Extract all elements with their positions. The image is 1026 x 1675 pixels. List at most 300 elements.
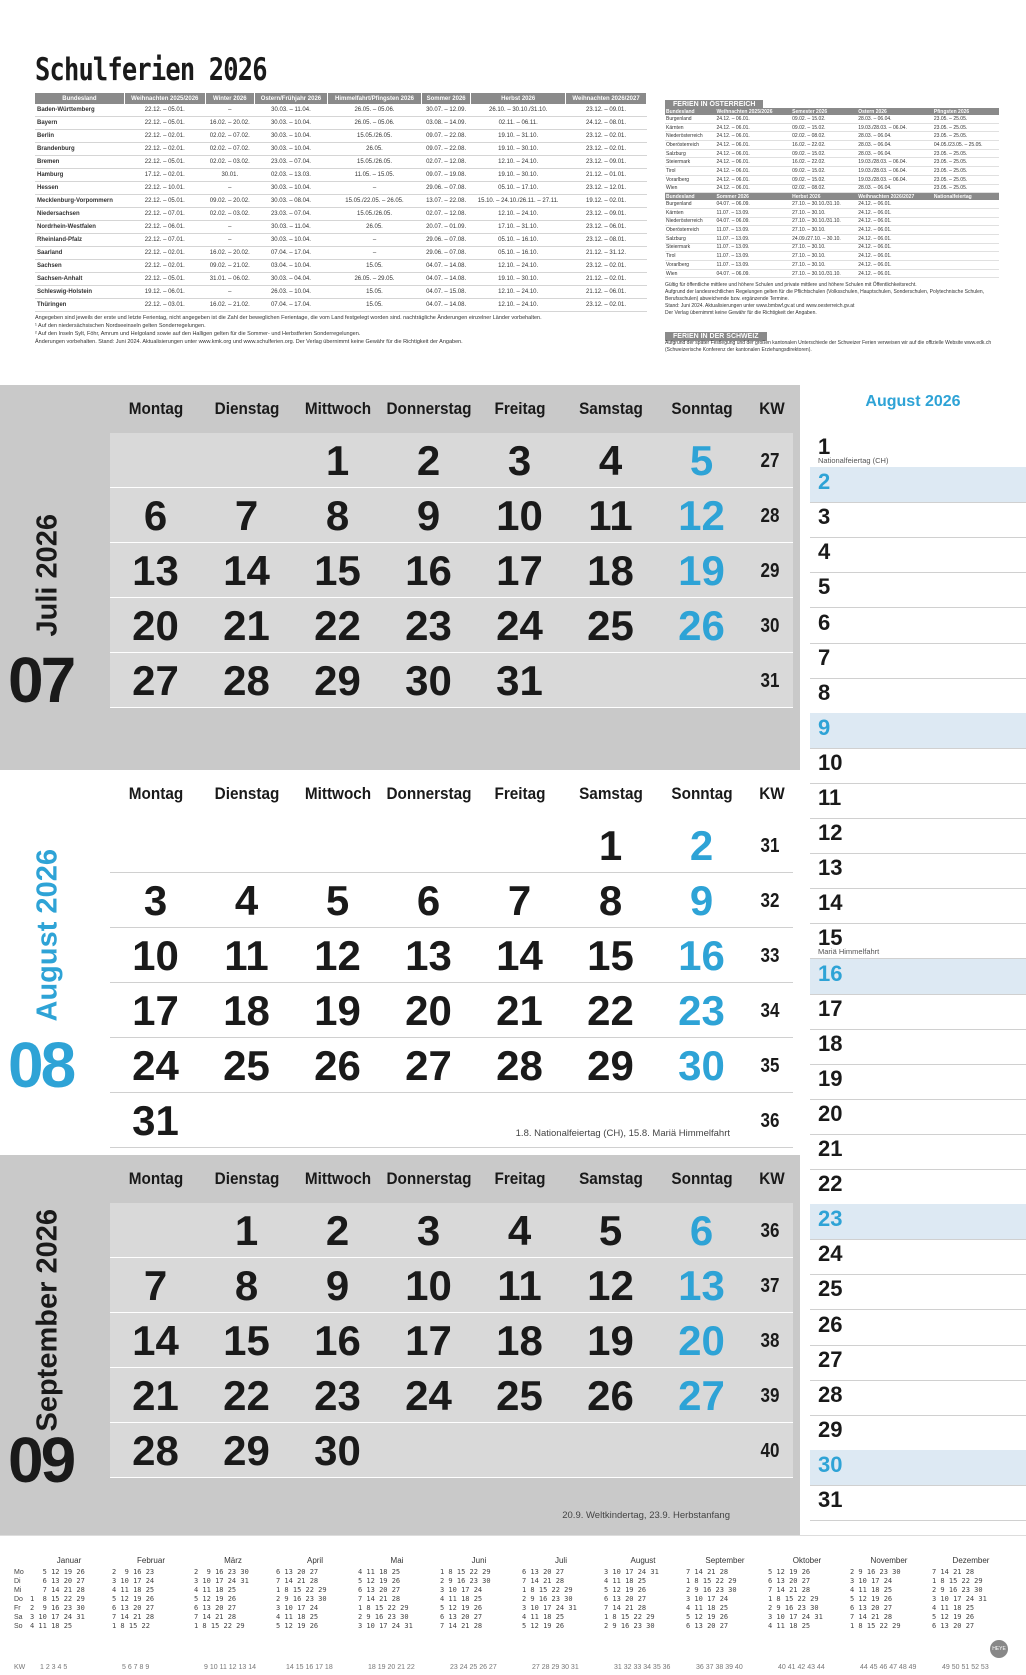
column-header: Herbst 2026: [791, 193, 857, 201]
year-month-kw: 36 37 38 39 40: [696, 1664, 743, 1671]
year-month: [932, 1556, 1010, 1631]
table-cell: Burgenland: [665, 115, 715, 123]
table-cell: 23.12. – 09.01.: [566, 156, 647, 169]
table-cell: –: [205, 221, 254, 234]
table-row: [35, 130, 647, 143]
weekday-abbr: Mo: [14, 1569, 24, 1576]
week-number: 32: [760, 890, 780, 912]
year-month-line: 1 8 15 22 29: [522, 1586, 573, 1594]
august-day-row: [810, 502, 1026, 538]
table-cell: –: [328, 234, 422, 247]
table-cell: 09.07. – 22.08.: [421, 130, 470, 143]
table-cell: [933, 226, 999, 235]
weekday-header: Freitag: [494, 399, 546, 418]
table-row: [35, 286, 647, 299]
day-number: 1: [325, 437, 350, 484]
table-header-row: [665, 193, 999, 201]
table-row: [35, 117, 647, 130]
week-number: 27: [760, 450, 780, 472]
table-cell: 30.03. – 04.04.: [254, 273, 327, 286]
kw-header: KW: [759, 784, 785, 803]
august-day-row: [810, 1415, 1026, 1451]
table-cell: 26.05. – 29.05.: [328, 273, 422, 286]
table-cell: Wien: [665, 184, 715, 193]
year-month-line: 2 9 16 23 30: [276, 1595, 327, 1603]
table-cell: 09.02. – 15.02.: [791, 175, 857, 184]
table-cell: 23.05. – 25.05.: [933, 167, 999, 176]
table-cell: 22.12. – 06.01.: [124, 221, 205, 234]
table-cell: –: [205, 182, 254, 195]
year-month-line: 1 8 15 22 29: [358, 1604, 409, 1612]
day-number: 26: [314, 1042, 361, 1089]
table-cell: 09.07. – 22.08.: [421, 143, 470, 156]
table-cell: 05.10. – 17.10.: [471, 182, 566, 195]
table-row: [665, 184, 999, 193]
august-day-number: 14: [818, 890, 843, 916]
august-list-title: August 2026: [865, 393, 961, 410]
table-row: [35, 221, 647, 234]
note-line: Änderungen vorbehalten. Stand: Juni 2024. Aktualisierungen unter www.kmk.org und www.schulferien.org. Der Verlag übernimmt keine Gewähr für die Richtigkeit der Angaben.: [35, 339, 463, 345]
year-month-name: September: [705, 1556, 745, 1565]
table-cell: 24.12. – 06.01.: [715, 158, 791, 167]
table-cell: –: [205, 104, 254, 117]
table-cell: [933, 252, 999, 261]
august-day-row: [810, 1169, 1026, 1205]
column-header: Winter 2026: [205, 93, 254, 104]
year-month-line: 7 14 21 28: [440, 1622, 483, 1630]
august-day-number: 26: [818, 1311, 843, 1337]
august-day-number: 4: [818, 539, 831, 565]
table-cell: 24.12. – 06.01.: [715, 115, 791, 123]
table-cell: 21.12. – 01.01.: [566, 169, 647, 182]
table-cell: 23.12. – 02.01.: [566, 299, 647, 312]
table-cell: 13.07. – 22.08.: [421, 195, 470, 208]
year-month-line: 2 9 16 23 30: [522, 1595, 573, 1603]
table-cell: 23.12. – 02.01.: [566, 143, 647, 156]
table-cell: Mecklenburg-Vorpommern: [35, 195, 124, 208]
august-day-number: 15: [818, 925, 843, 951]
week-row: [110, 1258, 793, 1313]
day-number: 5: [689, 437, 714, 484]
year-month-name: November: [870, 1556, 908, 1565]
year-month-line: 5 12 19 26: [358, 1577, 401, 1585]
august-day-number: 5: [818, 574, 831, 600]
table-cell: 24.12. – 06.01.: [715, 149, 791, 158]
table-cell: 23.12. – 02.01.: [566, 130, 647, 143]
month-number: 07: [8, 644, 74, 716]
year-month-line: 2 9 16 23 30: [850, 1568, 901, 1576]
year-month-kw: 31 32 33 34 35 36: [614, 1664, 671, 1671]
august-day-number: 23: [818, 1206, 843, 1232]
table-cell: 23.12. – 12.01.: [566, 182, 647, 195]
table-cell: Sachsen: [35, 260, 124, 273]
day-number: 18: [587, 547, 634, 594]
year-month-line: 7 14 21 28: [604, 1604, 647, 1612]
day-number: [110, 1203, 201, 1257]
year-month-line: 1 8 15 22 29: [686, 1577, 737, 1585]
table-cell: 24.12. – 06.01.: [857, 208, 933, 217]
table-cell: 04.07. – 15.08.: [421, 286, 470, 299]
table-cell: Baden-Württemberg: [35, 104, 124, 117]
table-cell: 24.12. – 06.01.: [715, 167, 791, 176]
table-cell: 05.10. – 16.10.: [471, 234, 566, 247]
day-number: 3: [143, 877, 168, 924]
day-number: 13: [678, 1262, 725, 1309]
column-header: Semester 2026: [791, 108, 857, 115]
note-line: ² Auf den Inseln Sylt, Föhr, Amrum und Helgoland sowie auf den Halligen gelten für die Sommer- und Herbstferien Sonderregelungen.: [35, 331, 361, 337]
weekday-header: Freitag: [494, 1169, 546, 1188]
week-row: [110, 1313, 793, 1368]
year-month-line: 5 12 19 26: [850, 1595, 893, 1603]
year-month-line: 5 12 19 26: [112, 1595, 155, 1603]
year-month-line: 3 10 17 24: [276, 1604, 319, 1612]
table-cell: Niederösterreich: [665, 217, 715, 226]
table-cell: 11.05. – 15.05.: [328, 169, 422, 182]
month-block-september: [0, 1155, 800, 1535]
switzerland-heading-label: FERIEN IN DER SCHWEIZ: [665, 332, 767, 341]
august-day-row: [810, 959, 1026, 995]
day-number: [292, 818, 383, 872]
august-day-row: [810, 783, 1026, 819]
year-month-kw: 44 45 46 47 48 49: [860, 1664, 917, 1671]
month-block-august: [0, 770, 800, 1155]
weekday-abbr: Fr: [14, 1605, 21, 1612]
weekday-header: Montag: [128, 399, 184, 418]
table-cell: 28.03. – 06.04.: [857, 132, 933, 141]
day-number: 16: [314, 1317, 361, 1364]
table-cell: 15.05./26.05.: [328, 156, 422, 169]
year-month-line: 6 13 20 27: [932, 1622, 975, 1630]
table-header-row: [35, 93, 647, 104]
table-cell: 27.10. – 30.10./31.10.: [791, 200, 857, 208]
table-cell: 23.03. – 07.04.: [254, 156, 327, 169]
day-number: 12: [314, 932, 361, 979]
note-line: Der Verlag übernimmt keine Gewähr für die Richtigkeit der Angaben.: [665, 310, 817, 316]
august-day-row: [810, 1380, 1026, 1416]
table-cell: 24.12. – 06.01.: [857, 243, 933, 252]
table-row: [35, 156, 647, 169]
switzerland-note: Aufgrund der später Festlegung und der großen kantonalen Unterschiede der Schweizer Ferien verweisen wir auf die offizielle Website www.edk.ch (Schweizerische Konferenz der kantonalen Erziehungsdirektoren).: [665, 340, 992, 353]
year-month: [358, 1556, 436, 1631]
weekday-header: Mittwoch: [304, 1169, 372, 1188]
month-name-label: September: [31, 1281, 64, 1432]
day-number: 9: [689, 877, 714, 924]
year-month-kw: 40 41 42 43 44: [778, 1664, 825, 1671]
year-month-line: 2 9 16 23 30: [768, 1604, 819, 1612]
year-kw-label: KW: [14, 1664, 26, 1671]
column-header: Nationalfeiertag: [933, 193, 999, 201]
table-cell: Vorarlberg: [665, 175, 715, 184]
year-month-line: 6 13 20 27: [112, 1604, 155, 1612]
weekday-header: Mittwoch: [304, 784, 372, 803]
table-cell: Bremen: [35, 156, 124, 169]
august-day-number: 9: [818, 714, 831, 740]
august-day-number: 28: [818, 1381, 843, 1407]
table-cell: –: [205, 234, 254, 247]
august-day-number: 25: [818, 1276, 843, 1302]
table-cell: 26.05.: [328, 143, 422, 156]
weekday-header: Donnerstag: [386, 1169, 472, 1188]
day-number: 17: [496, 547, 543, 594]
table-cell: 15.05./26.05.: [328, 208, 422, 221]
week-row: [110, 983, 793, 1038]
table-cell: Schleswig-Holstein: [35, 286, 124, 299]
day-number: 28: [132, 1427, 179, 1474]
day-number: 21: [132, 1372, 179, 1419]
table-cell: 02.07. – 12.08.: [421, 156, 470, 169]
table-cell: Vorarlberg: [665, 261, 715, 270]
table-cell: Kärnten: [665, 123, 715, 132]
year-month-line: 6 13 20 27: [686, 1622, 729, 1630]
table-cell: 23.03. – 07.04.: [254, 208, 327, 221]
table-cell: 22.12. – 02.01.: [124, 130, 205, 143]
table-cell: –: [328, 247, 422, 260]
table-row: [665, 141, 999, 150]
day-number: 20: [132, 602, 179, 649]
column-header: Sommer 2026: [715, 193, 791, 201]
table-cell: 09.02. – 15.02.: [791, 149, 857, 158]
table-cell: 02.03. – 13.03.: [254, 169, 327, 182]
year-month-kw: 5 6 7 8 9: [122, 1664, 150, 1671]
austria-notes: [665, 282, 999, 317]
day-number: 10: [405, 1262, 452, 1309]
year-month-kw: 14 15 16 17 18: [286, 1664, 333, 1671]
year-month: [440, 1556, 518, 1631]
table-cell: 15.05./22.05. – 26.05.: [328, 195, 422, 208]
august-day-number: 3: [818, 504, 831, 530]
day-number: 19: [587, 1317, 634, 1364]
day-number: [474, 818, 565, 872]
august-day-number: 29: [818, 1416, 843, 1442]
weekday-abbr: Sa: [14, 1614, 23, 1621]
day-number: [292, 1093, 383, 1147]
table-cell: 19.12. – 02.01.: [566, 195, 647, 208]
month-footnote: 1.8. Nationalfeiertag (CH), 15.8. Mariä Himmelfahrt: [515, 1128, 730, 1139]
august-day-number: 2: [818, 469, 831, 495]
day-number: 1: [234, 1207, 259, 1254]
day-number: 29: [587, 1042, 634, 1089]
weekday-abbr: So: [14, 1623, 23, 1630]
table-row: [665, 200, 999, 208]
table-row: [35, 182, 647, 195]
day-number: 23: [678, 987, 725, 1034]
day-number: [656, 1423, 747, 1477]
table-cell: 24.12. – 06.01.: [857, 252, 933, 261]
table-cell: 19.03./28.03. – 06.04.: [857, 167, 933, 176]
week-row: [110, 928, 793, 983]
table-cell: 30.03. – 11.04.: [254, 221, 327, 234]
week-number: 31: [760, 670, 780, 692]
day-number: 26: [678, 602, 725, 649]
day-number: [110, 818, 201, 872]
year-month: [768, 1556, 846, 1631]
year-month-line: 1 8 15 22 29: [850, 1622, 901, 1630]
week-row: [110, 543, 793, 598]
table-cell: Brandenburg: [35, 143, 124, 156]
day-number: 2: [325, 1207, 350, 1254]
weekday-abbr: Di: [14, 1578, 21, 1585]
table-cell: 09.02. – 15.02.: [791, 167, 857, 176]
table-cell: 28.03. – 06.04.: [857, 115, 933, 123]
table-cell: 15.05.: [328, 260, 422, 273]
august-day-row: [810, 467, 1026, 503]
table-cell: 16.02. – 20.02.: [205, 247, 254, 260]
column-header: Bundesland: [665, 193, 715, 201]
table-cell: 24.12. – 06.01.: [715, 141, 791, 150]
table-cell: 26.05. – 05.06.: [328, 104, 422, 117]
table-cell: 09.02. – 15.02.: [791, 115, 857, 123]
week-row: [110, 1093, 793, 1148]
year-overview: [0, 1535, 1026, 1675]
table-cell: 24.12. – 06.01.: [715, 175, 791, 184]
table-cell: 11.07. – 13.09.: [715, 226, 791, 235]
day-number: 18: [496, 1317, 543, 1364]
table-cell: 24.12. – 06.01.: [715, 132, 791, 141]
table-cell: 07.04. – 17.04.: [254, 299, 327, 312]
table-cell: 11.07. – 13.09.: [715, 252, 791, 261]
table-cell: 02.11. – 06.11.: [471, 117, 566, 130]
day-number: 27: [132, 657, 179, 704]
table-cell: 30.03. – 10.04.: [254, 117, 327, 130]
weekday-header: Dienstag: [214, 399, 280, 418]
day-number: 14: [223, 547, 270, 594]
table-cell: Tirol: [665, 167, 715, 176]
august-day-row: [810, 1450, 1026, 1486]
table-cell: 07.04. – 17.04.: [254, 247, 327, 260]
table-cell: 19.03./28.03. – 06.04.: [857, 175, 933, 184]
year-month-line: 5 12 19 26: [686, 1613, 729, 1621]
weekday-header: Montag: [128, 1169, 184, 1188]
table-cell: 22.12. – 05.01.: [124, 156, 205, 169]
table-row: [35, 169, 647, 182]
column-header: Sommer 2026: [421, 93, 470, 104]
august-day-number: 6: [818, 609, 831, 635]
year-month-line: 3 10 17 24 31: [768, 1613, 823, 1621]
august-day-number: 19: [818, 1065, 843, 1091]
year-month-line: 7 14 21 28: [850, 1613, 893, 1621]
table-row: [665, 243, 999, 252]
table-cell: 22.12. – 05.01.: [124, 117, 205, 130]
day-number: 25: [223, 1042, 270, 1089]
year-month-line: 5 12 19 26: [604, 1586, 647, 1594]
column-header: Pfingsten 2026: [933, 108, 999, 115]
weekday-header: Dienstag: [214, 784, 280, 803]
year-month-name: März: [224, 1556, 242, 1565]
table-cell: 04.07. – 06.09.: [715, 217, 791, 226]
table-cell: 21.12. – 02.01.: [566, 273, 647, 286]
day-number: 22: [314, 602, 361, 649]
day-number: 4: [234, 877, 259, 924]
day-number: 29: [314, 657, 361, 704]
month-block-juli: [0, 385, 800, 770]
year-month-line: 6 13 20 27: [604, 1595, 647, 1603]
august-day-number: 13: [818, 855, 843, 881]
table-cell: 22.12. – 02.01.: [124, 260, 205, 273]
august-day-row: [810, 1029, 1026, 1065]
august-day-number: 12: [818, 820, 843, 846]
column-header: Weihnachten 2026/2027: [857, 193, 933, 201]
month-year-label: 2026: [31, 513, 64, 579]
table-cell: [933, 234, 999, 243]
note-line: Gültig für öffentliche mittlere und höhere Schulen und private mittlere und höhere Schulen mit Öffentlichkeitsrecht.: [665, 282, 917, 288]
table-cell: Berlin: [35, 130, 124, 143]
table-row: [665, 226, 999, 235]
table-cell: 24.12. – 06.01.: [857, 234, 933, 243]
table-cell: Wien: [665, 269, 715, 278]
year-month-line: 7 14 21 28: [30, 1586, 85, 1594]
column-header: Ostern/Frühjahr 2026: [254, 93, 327, 104]
day-number: 2: [689, 822, 714, 869]
month-year-label: 2026: [31, 1209, 64, 1274]
table-cell: 02.02. – 07.02.: [205, 143, 254, 156]
august-day-number: 30: [818, 1451, 843, 1477]
day-number: 31: [496, 657, 543, 704]
table-cell: 19.10. – 30.10.: [471, 169, 566, 182]
table-cell: 24.12. – 06.01.: [715, 123, 791, 132]
day-number: 30: [678, 1042, 725, 1089]
day-number: 27: [678, 1372, 725, 1419]
day-number: 7: [143, 1262, 168, 1309]
year-month-line: 6 13 20 27: [850, 1604, 893, 1612]
table-row: [665, 167, 999, 176]
table-cell: 23.12. – 09.01.: [566, 104, 647, 117]
day-number: 30: [405, 657, 452, 704]
table-cell: 21.12. – 31.12.: [566, 247, 647, 260]
year-month-line: 4 11 18 25: [686, 1604, 729, 1612]
year-month-line: 6 13 20 27: [276, 1568, 319, 1576]
table-row: [665, 269, 999, 278]
year-month-name: Juli: [554, 1556, 567, 1565]
year-month-line: 6 13 20 27: [30, 1577, 85, 1585]
table-cell: 27.10. – 30.10.: [791, 252, 857, 261]
august-day-row: [810, 1239, 1026, 1275]
table-cell: 12.10. – 24.10.: [471, 156, 566, 169]
year-month-kw: 23 24 25 26 27: [450, 1664, 497, 1671]
day-number: 19: [314, 987, 361, 1034]
day-number: 11: [588, 492, 633, 539]
year-month: [522, 1556, 600, 1631]
year-month-line: 1 8 15 22: [112, 1622, 150, 1630]
year-month-line: 2 9 16 23 30: [194, 1568, 249, 1576]
table-cell: 09.02. – 20.02.: [205, 195, 254, 208]
table-cell: 23.12. – 06.01.: [566, 221, 647, 234]
week-number: 37: [760, 1275, 780, 1297]
year-month: [194, 1556, 272, 1631]
table-cell: 29.06. – 07.08.: [421, 234, 470, 247]
day-number: 23: [314, 1372, 361, 1419]
table-cell: 24.12. – 06.01.: [857, 217, 933, 226]
table-cell: 30.03. – 10.04.: [254, 234, 327, 247]
august-day-row: [810, 643, 1026, 679]
table-cell: Thüringen: [35, 299, 124, 312]
table-cell: 02.07. – 12.08.: [421, 208, 470, 221]
table-row: [35, 247, 647, 260]
day-number: 28: [223, 657, 270, 704]
table-cell: 26.05. – 05.06.: [328, 117, 422, 130]
year-month-line: 4 11 18 25: [850, 1586, 893, 1594]
august-day-number: 16: [818, 960, 843, 986]
weekday-header: Sonntag: [671, 1169, 733, 1188]
day-number: 24: [496, 602, 543, 649]
column-header: Ostern 2026: [857, 108, 933, 115]
year-month: [276, 1556, 354, 1631]
august-day-number: 21: [818, 1136, 843, 1161]
day-number: [565, 653, 656, 707]
day-number: 17: [132, 987, 179, 1034]
table-row: [35, 234, 647, 247]
day-number: 24: [132, 1042, 179, 1089]
august-day-note: Nationalfeiertag (CH): [818, 456, 889, 465]
